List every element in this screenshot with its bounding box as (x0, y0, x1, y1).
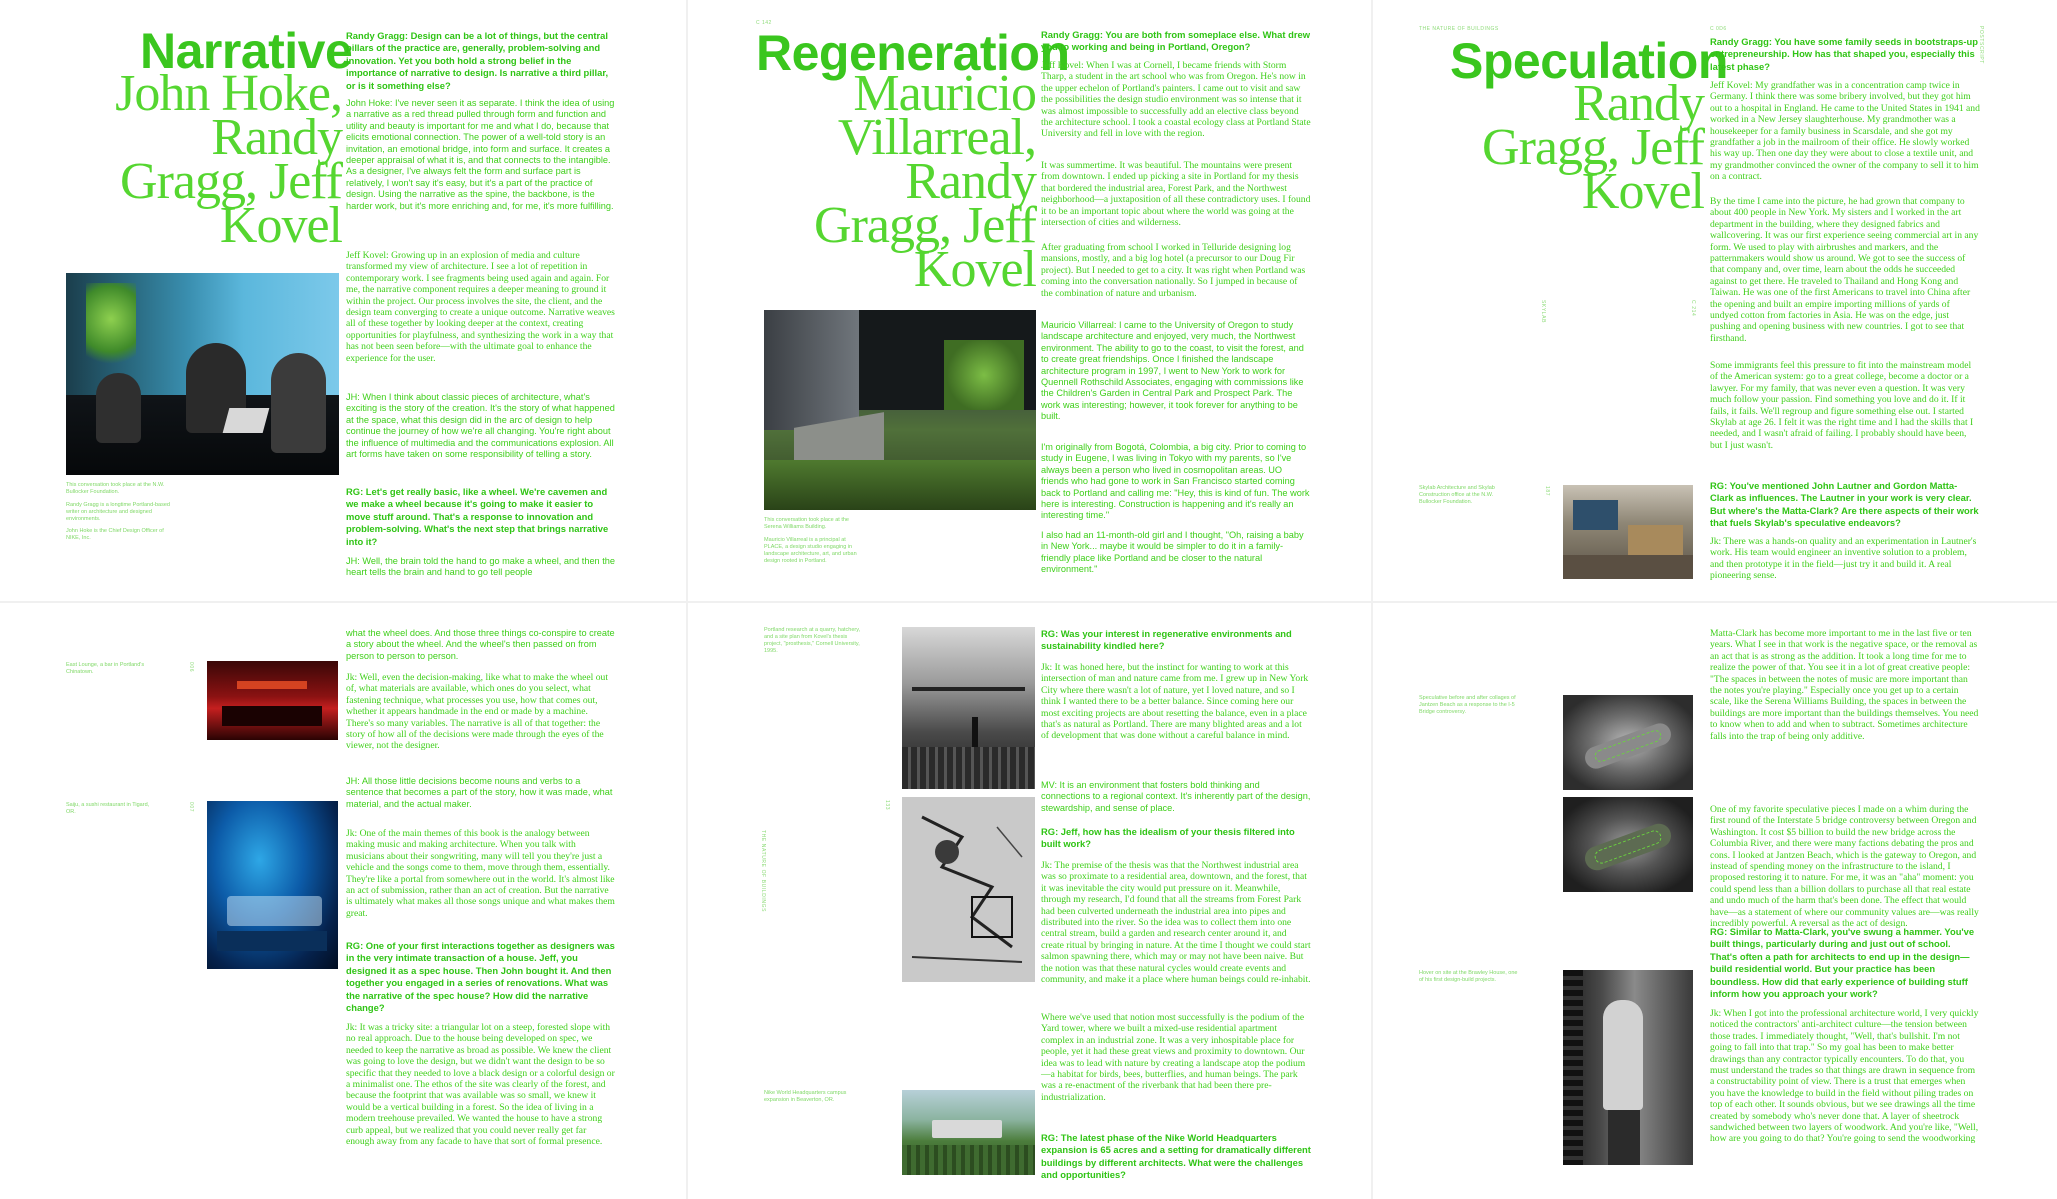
regeneration-rg-question-4: RG: The latest phase of the Nike World Headquarters expansion is 65 acres and a setting for dramatically different buildings by different architects. What were the challenges and opportunities? (1041, 1132, 1311, 1181)
speculation-running-head: THE NATURE OF BUILDINGS (1419, 26, 1499, 32)
narrative-title: Narrative (140, 23, 353, 79)
narrative-caption-3: John Hoke is the Chief Design Officer of NIKE, Inc. (66, 528, 164, 541)
vertical-page-gutter-2 (1371, 0, 1373, 1199)
narrative-jk-paragraph-3: Jk: It was a tricky site: a triangular lot on a steep, forested slope with no real approach. Due to the house being developed on spec, we needed to keep the narrative as broad as possible. We knew the client was going to love the design, but we didn't want the design to be so specific that they needed to love a black design or a colorful design or a minimalist one. The ethos of the site was clearly of the forest, and because the footprint that was available was so small, we knew it would be a vertical building in a forest. So the idea of living in a modern treehouse prevailed. We wanted the house to have a strong curb appeal, but we realized that you could never really get far enough away from any facade to have that sort of formal presence. (346, 1022, 615, 1148)
speculation-rg-question-3: RG: Similar to Matta-Clark, you've swung a hammer. You've built things, particularly during and just out of school. That's often a path for architects to end up in the design—build residential world. But your practice has been boundless. How did that early experience of building stuff inform how you approach your work? (1710, 926, 1975, 1000)
speculation-matta-text: Matta-Clark has become more important to me in the last five or ten years. What I see in that work is the negative space, or the removal as an act that is as strong as the addition. It took a long time for me to realize the power of that. You see it in a lot of great creative people: "The spaces in between the notes of music are more important than the notes you're playing." Especially once you get up to a certain scale, like the Serena Williams Building, the spaces in between the buildings are more important than the buildings themselves. You need to know when to add and when to subtract. Sometimes architecture falls into the trap of being only additive. (1710, 628, 1979, 742)
regeneration-jk-answer-2: Jk: It was honed here, but the instinct for wanting to work at this intersection of man and nature came from me. I grew up in New York City where there wasn't a lot of nature, yet I loved nature, and so I think I wanted there to be a better balance. Since coming here our most exciting projects are about resetting the balance, even in a place that's as natural as Portland. There are many blighted areas and a lot of development that was done without a careful balance in mind. (1041, 662, 1309, 742)
narrative-kovel-answer: Jeff Kovel: Growing up in an explosion of media and culture transformed my view of architecture. I see a lot of repetition in contemporary work. I see fragments being used again and again. For me, the narrative component requires a deeper meaning to ground it within the project. Our process involves the site, the client, and the design team converging to create a unique outcome. Narrative weaves all of these together by looking deeper at the context, creating opportunities for playfulness, and synthesizing the work in a way that has not been seen before—with the ultimate goal to enhance the experience for the user. (346, 250, 615, 364)
narrative-jh-answer-2: JH: When I think about classic pieces of architecture, what's exciting is the story of the creation. It's the story of what happened at the space, what this design did in the arc of design to help continue the journey of how we're all changing. You're right about the influence of multimedia and the communications explosion. All art forms have taken on some responsibility of telling a story. (346, 392, 615, 460)
regeneration-mv-answer-2: MV: It is an environment that fosters bold thinking and connections to a regional context. It's inherently part of the design, stewardship, and sense of place. (1041, 780, 1311, 813)
narrative-hoke-answer: John Hoke: I've never seen it as separate. I think the idea of using a narrative as a red thread pulled through form and function and utility and beauty is important for me and what I do, because that elicits emotional connection. The power of a well-told story is an invitation, an emotional bridge, into form and surface. It creates a deeper appraisal of what it is, and that connects to the intangible. As a designer, I've always felt the form and surface part is relatively, I won't say it's easy, but it's a part of the practice of design. Using the narrative as the spine, the backbone, is the harder work, but it's more enriching and, for me, it's more fulfilling. (346, 98, 615, 211)
regeneration-section-label: THE NATURE OF BUILDINGS (760, 830, 766, 913)
speculation-kovel-answer-3: Some immigrants feel this pressure to fit into the mainstream model of the American system: go to a great college, become a doctor or a lawyer. For my family, that was never even a question. It was very much follow your passion. Find something you love and do it. If it fails, it fails. We'll regroup and figure something else out. I started Skylab at age 26. I felt it was the right time and I had the skills that I needed, and I wasn't afraid of failing. I probably should have been, but I just wasn't. (1710, 360, 1974, 451)
thesis-site-plan (902, 797, 1035, 982)
narrative-jh-paragraph-2: JH: All those little decisions become nouns and verbs to a sentence that becomes a part of the story, how it was made, what material, and the actual maker. (346, 776, 613, 809)
speculation-kovel-answer-2: By the time I came into the picture, he had grown that company to about 400 people in New York. My sisters and I worked in the art department in the building, where they designed fabrics and wallcovering. It was our first experience seeing commercial art in any form. We used to play with airbrushes and markers, and the patternmakers would show us around. We got to see the success of that company and, over time, learn about the odds he succeeded against to get there. He traveled to Thailand and Hong Kong and Taiwan. He was one of the first Americans to travel into China after the opening and built an empire importing millions of yards of undyed cotton from factories in Asia. He was on the edge, just pushing and opening business with new countries. I got to see that firsthand. (1710, 196, 1979, 344)
narrative-jk-paragraph-2: Jk: One of the main themes of this book is the analogy between making music and making architecture. When you talk with musicians about their songwriting, many will tell you they're just a vehicle and the songs come to them, move through them, essentially. They're like a portal from somewhere out in the world. It's almost like an act of submission, rather than an act of creation. But the narrative is ultimately what makes all those songs unique and what makes them great. (346, 828, 615, 919)
speculation-jk-paragraph-3: One of my favorite speculative pieces I made on a whim during the first round of the Interstate 5 bridge controversy between Oregon and Washington. It cost $5 billion to build the new bridge across the Columbia River, and there were many factions debating the pros and cons. I looked at Jantzen Beach, which is the gateway to Oregon, and instead of spending money on the infrastructure to the island, I proposed restoring it to nature. For me, it was an "aha" moment: you could spend less than a billion dollars to purchase all that real estate and undo much of the harm that's been done. The effect that would have—as a statement of where our community values are—was really incredibly powerful. A reversal as the act of design. (1710, 804, 1979, 930)
regeneration-building-photo (764, 310, 1036, 510)
speculation-jk-answer-2: Jk: There was a hands-on quality and an experimentation in Lautner's work. His team would engineer an inventive solution to a problem, and then prototype it in the field—just try it and build it. A real pioneering sense. (1710, 536, 1977, 582)
nike-campus-photo (902, 1090, 1035, 1175)
caption-hover: Hover on site at the Brawley House, one of his first design-build projects. (1419, 970, 1518, 983)
speculation-section-label: SKYLAB (1540, 300, 1546, 324)
horizontal-page-gutter (0, 601, 2057, 603)
saiju-photo (207, 801, 338, 969)
meeting-room-photo (66, 273, 339, 475)
narrative-caption-1: This conversation took place at the N.W. Bullocker Foundation. (66, 482, 165, 495)
narrative-page-number-b: 007 (188, 802, 194, 813)
regeneration-villarreal-answer: Mauricio Villarreal: I came to the University of Oregon to study landscape architecture and enjoyed, very much, the Northwest environment. The ability to go to the coast, to visit the forest, and to create great friendships. Once I finished the landscape architecture program in 1997, I went to New York to work for Quennell Rothschild Associates, engaging with commissions like the Children's Garden in Central Park and Prospect Park. The work was interesting; however, it took forever for anything to be built. (1041, 320, 1304, 422)
jantzen-beach-before-photo (1563, 695, 1693, 790)
narrative-rg-question-2: RG: Let's get really basic, like a wheel. We're cavemen and we make a wheel because it's going to make it easier to move stuff around. That's a response to innovation and problem-solving. What's the next step that brings narrative into it? (346, 486, 609, 547)
regeneration-title: Regeneration (756, 25, 1070, 81)
regeneration-jk-answer-3: Jk: The premise of the thesis was that the Northwest industrial area was so proximate to a residential area, downtown, and the forest, that it was inevitable the city would put pressure on it. Meanwhile, through my research, I'd found that all the streams from Forest Park had been culverted underneath the industrial area into pipes and distributed into the river. So the idea was to collect them into one central stream, build a garden and research center around it, and create ritual by bringing in nature. At the time I thought we could start salmon spawning there, which may or may not have been naive. But the notion was that these natural cycles would create events and community, and make it a place where human beings could re-inhabit. (1041, 860, 1311, 986)
regeneration-rg-question-2: RG: Was your interest in regenerative environments and sustainability kindled here? (1041, 628, 1292, 652)
caption-nike: Nike World Headquarters campus expansion in Beaverton, OR. (764, 1090, 847, 1103)
skylab-office-photo (1563, 485, 1693, 579)
caption-thesis: Portland research at a quarry, hatchery, and a site plan from Kovel's thesis project, "prosthesis," Cornell University, 1995. (764, 627, 861, 654)
speculation-title: Speculation (1450, 33, 1728, 89)
regeneration-page-number-b: 133 (884, 800, 890, 811)
narrative-caption-2: Randy Gragg is a longtime Portland-based writer on architecture and designed environments. (66, 502, 170, 522)
quarry-photo (902, 627, 1035, 789)
narrative-jh-answer-3: JH: Well, the brain told the hand to go make a wheel, and then the heart tells the brain and hand to go tell people (346, 556, 615, 578)
narrative-names: John Hoke, Randy Gragg, Jeff Kovel (115, 65, 342, 254)
regeneration-kovel-answer-3: After graduating from school I worked in Telluride designing log mansions, mostly, and a big log hotel (a precursor to our Doug Fir project). But I needed to get to a city. It was right when Portland was coming into the conversation nationally. So I jumped in because of the combination of nature and urbanism. (1041, 242, 1306, 299)
vertical-page-gutter-1 (686, 0, 688, 1199)
speculation-jk-answer-3: Jk: When I got into the professional architecture world, I very quickly noticed the contractors' anti-architect culture—the tension between those trades. I immediately thought, "Well, that's bullshit. I'm not going to fall into that trap." So my goal has been to make better drawings than any contractor typically encounters. To do that, you must understand the trades so that things are drawn in sequence from a constructability point of view. There is a trust that emerges when you have the knowledge to build in the field without piling trades on top of each other. It sounds obvious, but we see drawings all the time created by somebody who's never done that. A layer of sheetrock sandwiched between two layers of woodwork. And you're like, "Well, how are you going to do that? You're going to send the woodworking (1710, 1008, 1979, 1145)
narrative-page-number-a: 006 (188, 662, 194, 673)
regeneration-jk-answer-3b: Where we've used that notion most successfully is the podium of the Yard tower, where we built a mixed-use residential apartment complex in an industrial zone. It was a very inhospitable place for people, yet it had these great views and proximity to downtown. Our idea was to lead with nature by creating a landscape atop the podium—a habitat for birds, bees, butterflies, and human beings. The park was a re-enactment of the riverbank that had been there pre-industrialization. (1041, 1012, 1306, 1103)
narrative-jk-paragraph-1: Jk: Well, even the decision-making, like what to make the wheel out of, what materials are available, which ones do you select, what fastening technique, what processes you use, how that comes out, whether it appears handmade in the end or made by a machine. There's so many variables. The narrative is all of that together: the story of how all of the decisions were made through the eyes of the viewer, not the designer. (346, 672, 609, 752)
speculation-kovel-answer: Jeff Kovel: My grandfather was in a concentration camp twice in Germany. I think there was some bribery involved, but they got him out to a hospital in England. He came to the United States in 1941 and worked in a New Jersey slaughterhouse. My grandmother was a housekeeper for a family business in Scarsdale, and she got my grandfather a job in the mailroom of their office. He slowly worked his way up. Then one day they were about to close a textile unit, and my grandmother convinced the owner of the company to sell it to him on a contract. (1710, 80, 1980, 183)
speculation-names: Randy Gragg, Jeff Kovel (1482, 75, 1704, 220)
regeneration-page-marker: C 142 (756, 20, 772, 26)
caption-saiju: Saiju, a sushi restaurant in Tigard, OR. (66, 802, 150, 815)
brawley-house-photo (1563, 970, 1693, 1165)
jantzen-beach-after-photo (1563, 797, 1693, 892)
east-lounge-photo (207, 661, 338, 740)
speculation-intro-question: Randy Gragg: You have some family seeds in bootstraps-up entrepreneurship. How has that shaped you, especially this latest phase? (1710, 36, 1978, 72)
narrative-rg-question-3: RG: One of your first interactions together as designers was in the very intimate transaction of a house. Jeff, you designed it as a spec house. Then John bought it. And then together you engaged in a series of renovations. What was the narrative of the spec house? How did the narrative change? (346, 940, 615, 1014)
caption-skylab-office: Skylab Architecture and Skylab Construction office at the N.W. Bullocker Foundation. (1419, 485, 1495, 505)
regeneration-villarreal-answer-3: I also had an 11-month-old girl and I thought, "Oh, raising a baby in New York... maybe it would be simpler to do it in a family-friendly place like Portland and be closer to the natural environment." (1041, 530, 1304, 575)
speculation-page-number-a: C 214 (1690, 300, 1696, 317)
regeneration-caption-1: This conversation took place at the Serena Williams Building. (764, 517, 849, 530)
regeneration-villarreal-answer-2: I'm originally from Bogotá, Colombia, a big city. Prior to coming to study in Eugene, I was living in Tokyo with my parents, so I've always been a person who lived in cosmopolitan areas. UO friends who had gone to work in San Francisco started coming back to Portland and calling me: "Hey, this is kind of fun. The work here is interesting. Construction is happening and it's really an interesting time." (1041, 442, 1310, 521)
regeneration-kovel-answer-2: It was summertime. It was beautiful. The mountains were present from downtown. I ended up picking a site in Portland for my thesis that bordered the industrial area, Forest Park, and the Northwest neighborhood—a juxtaposition of all these contradictory uses. I found it to be an important topic about where the world was going at the intersection of cities and wilderness. (1041, 160, 1311, 229)
regeneration-kovel-answer: Jeff Kovel: When I was at Cornell, I became friends with Storm Tharp, a student in the art school who was from Oregon. He's now in the upper echelon of Portland's painters. I came out to visit and saw the possibilities the design studio environment was so intense that it was almost impossible to successfully add an elective class beyond the architecture school. I took a coastal ecology class at Portland State University and fell in love with the region. (1041, 60, 1311, 140)
speculation-page-marker: C 0D6 (1710, 26, 1727, 32)
regeneration-intro-question: Randy Gragg: You are both from someplace else. What drew you to working and being in Portland, Oregon? (1041, 29, 1310, 53)
site-plan-drawing (902, 797, 1035, 982)
narrative-intro-question: Randy Gragg: Design can be a lot of things, but the central pillars of the practice are, generally, problem-solving and innovation. Yet you both hold a strong belief in the importance of narrative to design. Is narrative a third pillar, or is it something else? (346, 30, 609, 91)
regeneration-rg-question-3: RG: Jeff, how has the idealism of your thesis filtered into built work? (1041, 826, 1295, 850)
speculation-rg-question-2: RG: You've mentioned John Lautner and Gordon Matta-Clark as influences. The Lautner in your work is very clear. But where's the Matta-Clark? Are there aspects of their work that fuels Skylab's speculative endeavors? (1710, 480, 1979, 529)
regeneration-names: Mauricio Villarreal, Randy Gragg, Jeff Kovel (814, 65, 1036, 298)
speculation-postscript-label: POSTSCRIPT (1978, 26, 1984, 64)
caption-east-lounge: East Lounge, a bar in Portland's Chinatown. (66, 662, 145, 675)
caption-jantzen: Speculative before and after collages of Jantzen Beach as a response to the I-5 Bridge controversy. (1419, 695, 1516, 715)
speculation-page-number-b: 187 (1544, 486, 1550, 497)
regeneration-caption-2: Mauricio Villarreal is a principal at PLACE, a design studio engaging in landscape architecture, art, and urban design rooted in Portland. (764, 537, 857, 564)
narrative-continued-text: what the wheel does. And those three things co-conspire to create a story about the wheel. And the wheel's then passed on from person to person to person. (346, 628, 615, 661)
